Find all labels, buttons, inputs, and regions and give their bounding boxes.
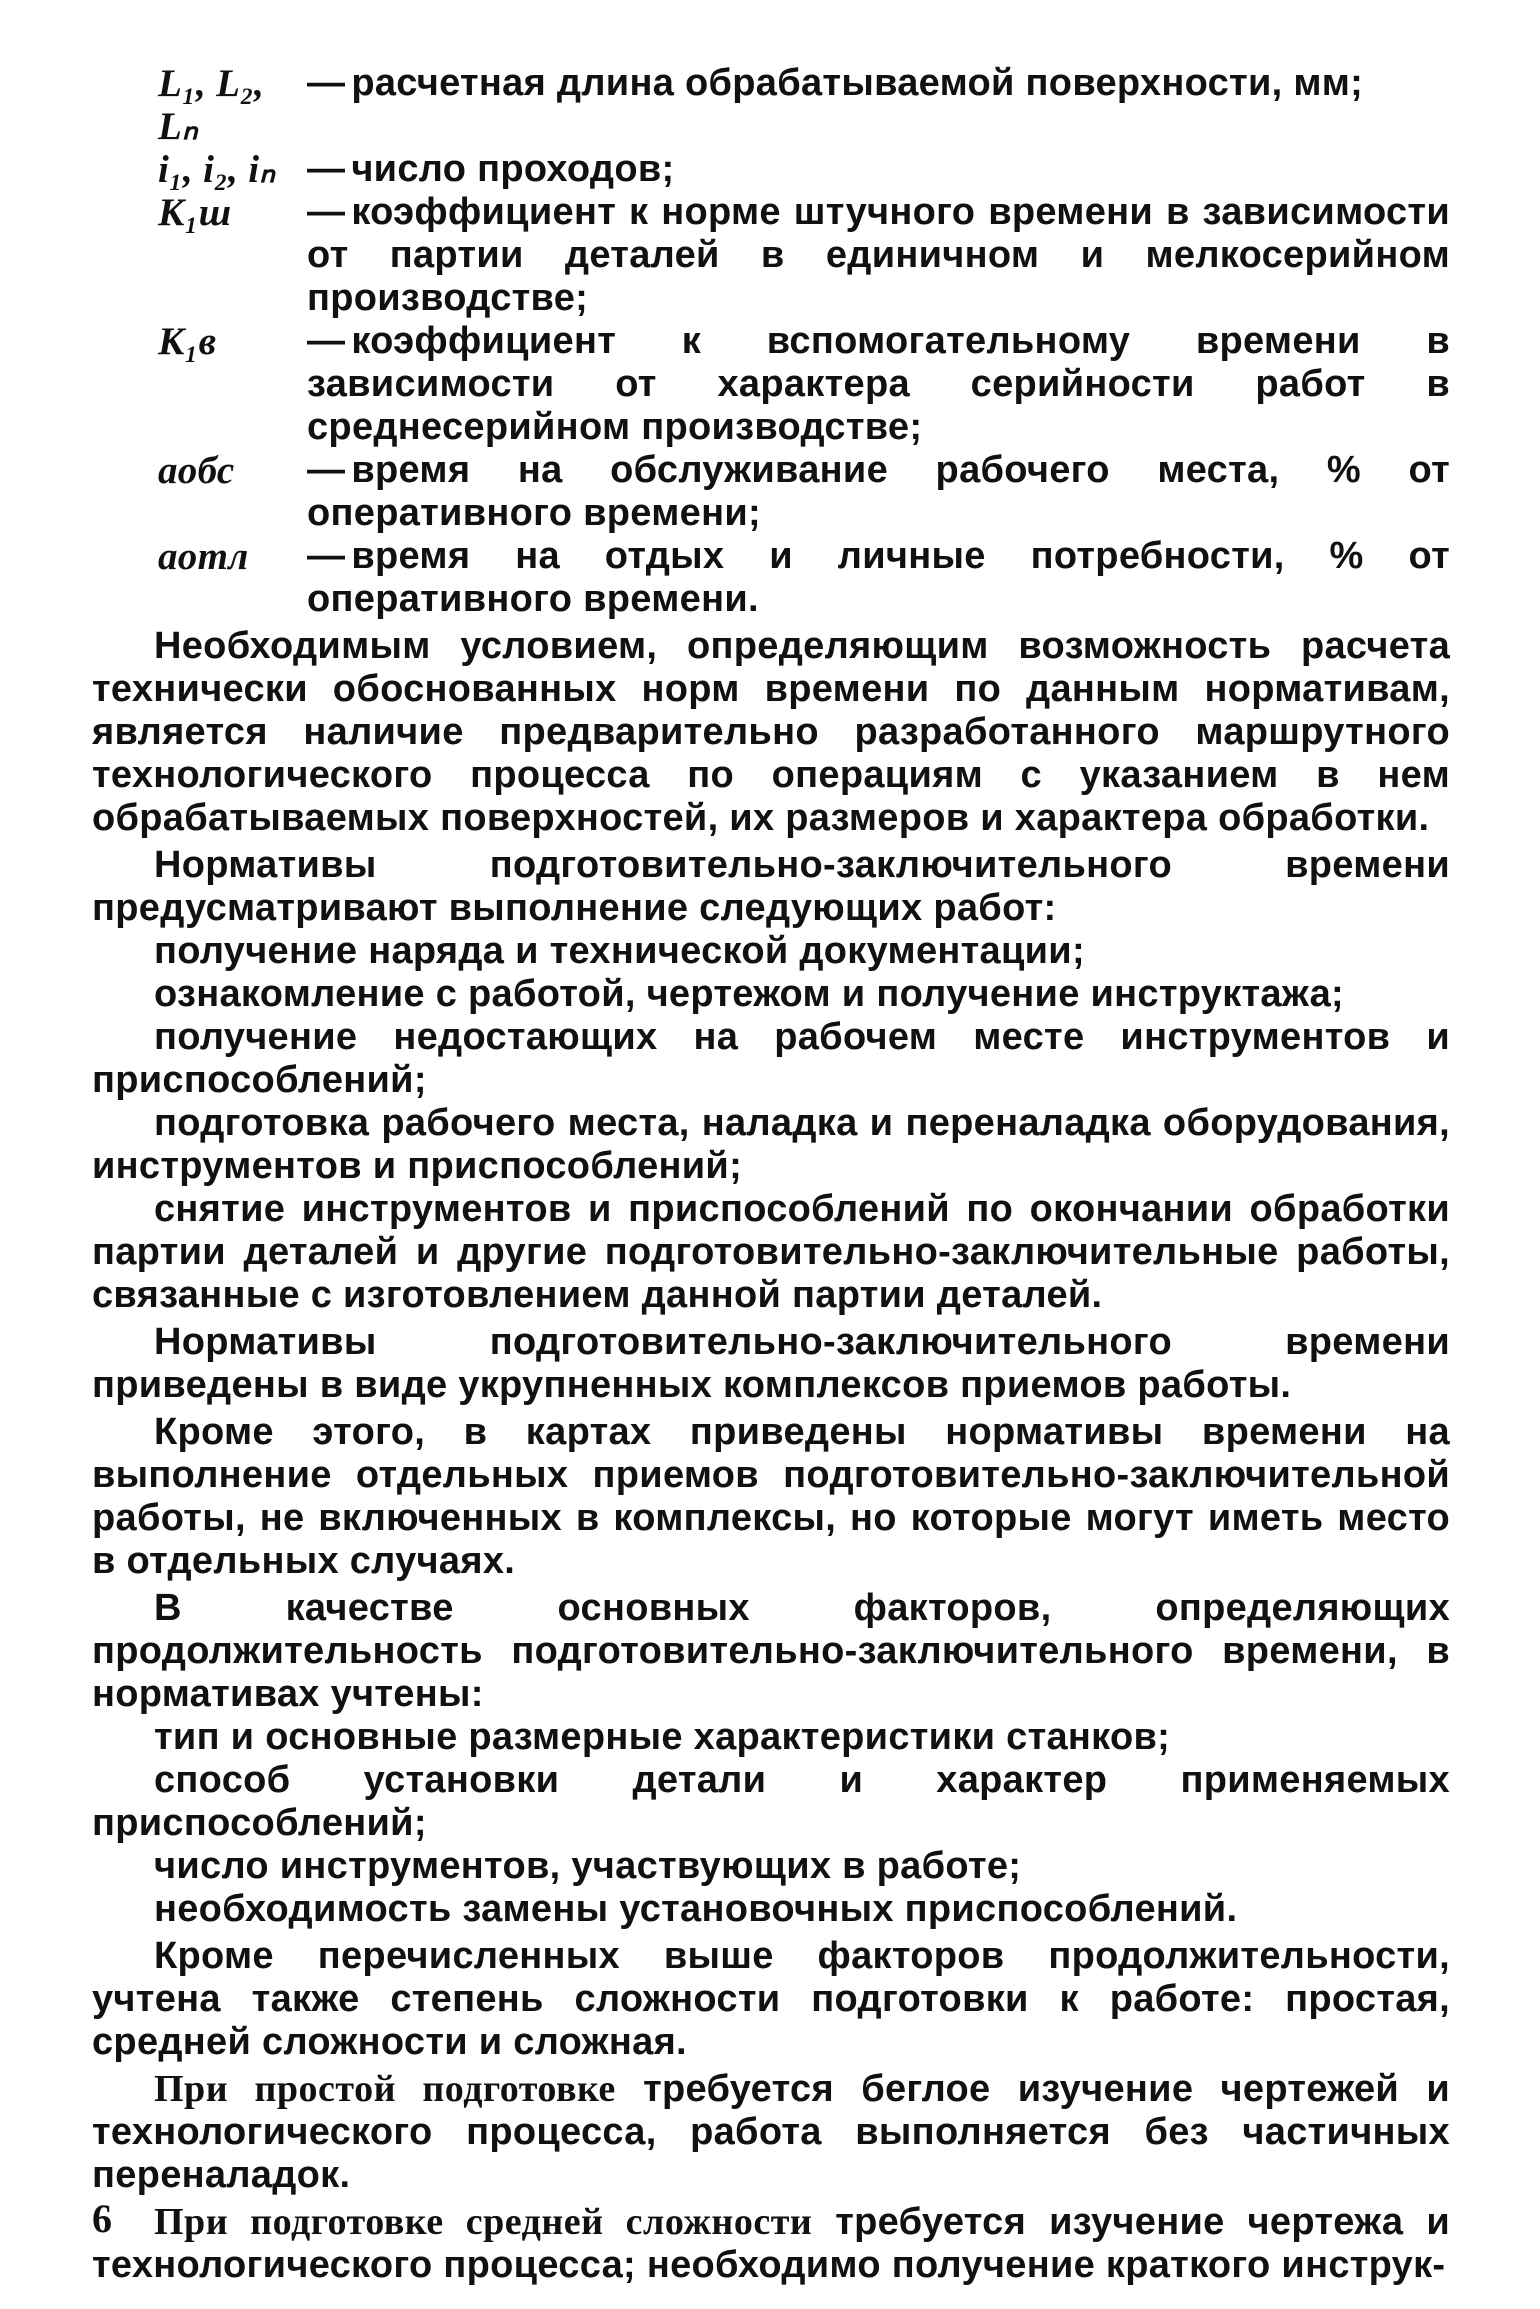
definition-row: К₁ш — коэффициент к норме штучного времени в зависимости от партии деталей в единичном и мелкосерийном производстве; bbox=[92, 191, 1450, 320]
definition-row: aотл — время на отдых и личные потребности, % от оперативного времени. bbox=[92, 535, 1450, 621]
definition-symbol: i₁, i₂, iₙ bbox=[158, 148, 276, 191]
definition-row: К₁в — коэффициент к вспомогательному времени в зависимости от характера серийности работ в среднесерийном производстве; bbox=[92, 320, 1450, 449]
definition-symbol: L₁, L₂, Lₙ bbox=[158, 62, 265, 148]
paragraph-lead: При простой подготовке bbox=[154, 2068, 616, 2110]
paragraph-complexes: Нормативы подготовительно-заключительного времени приведены в виде укрупненных комплексов приемов работы. bbox=[92, 1321, 1450, 1406]
definition-symbol: К₁ш bbox=[158, 191, 232, 234]
paragraph-maps: Кроме этого, в картах приведены нормативы времени на выполнение отдельных приемов подготовительно-заключительной работы, не включенных в комплексы, но которые могут иметь место в отдельных случаях. bbox=[92, 1411, 1450, 1582]
list-item: необходимость замены установочных приспособлений. bbox=[154, 1888, 1238, 1930]
definition-symbol: aотл bbox=[158, 535, 249, 578]
definition-symbol: aобс bbox=[158, 449, 235, 492]
definition-text: коэффициент к вспомогательному времени в зависимости от характера серийности работ в среднесерийном производстве; bbox=[307, 320, 1450, 448]
paragraph-conditions: Необходимым условием, определяющим возможность расчета технически обоснованных норм времени по данным нормативам, является наличие предварительно разработанного маршрутного технологического процесса по операциям с указанием в нем обрабатываемых поверхностей, их размеров и характера обработки. bbox=[92, 625, 1450, 839]
list-item: получение недостающих на рабочем месте инструментов и приспособлений; bbox=[92, 1016, 1450, 1101]
list-item: тип и основные размерные характеристики станков; bbox=[154, 1716, 1171, 1758]
definition-text: расчетная длина обрабатываемой поверхности, мм; bbox=[351, 62, 1364, 104]
list-item: подготовка рабочего места, наладка и переналадка оборудования, инструментов и приспособлений; bbox=[92, 1102, 1450, 1187]
definition-symbol: К₁в bbox=[158, 320, 217, 363]
list-item: снятие инструментов и приспособлений по окончании обработки партии деталей и другие подготовительно-заключительные работы, связанные с изготовлением данной партии деталей. bbox=[92, 1188, 1450, 1316]
paragraph-medium-prep bbox=[92, 2201, 1450, 2287]
paragraph-body: требуется изучение чертежа и технологического процесса; необходимо получение краткого инструк- bbox=[92, 2201, 1450, 2286]
definition-text: коэффициент к норме штучного времени в зависимости от партии деталей в единичном и мелкосерийном производстве; bbox=[307, 191, 1450, 319]
list-item: число инструментов, участвующих в работе; bbox=[154, 1845, 1022, 1887]
paragraph-complexity: Кроме перечисленных выше факторов продолжительности, учтена также степень сложности подготовки к работе: простая, средней сложности и сложная. bbox=[92, 1935, 1450, 2063]
definitions-list bbox=[92, 62, 1450, 621]
paragraph-simple-prep bbox=[92, 2068, 1450, 2197]
paragraph-lead: При подготовке средней сложности bbox=[154, 2201, 813, 2243]
list-item: ознакомление с работой, чертежом и получение инструктажа; bbox=[154, 973, 1344, 1015]
definition-text: время на обслуживание рабочего места, % от оперативного времени; bbox=[307, 449, 1450, 534]
list-item: способ установки детали и характер применяемых приспособлений; bbox=[92, 1759, 1450, 1844]
paragraph-body: требуется беглое изучение чертежей и технологического процесса, работа выполняется без частичных переналадок. bbox=[92, 2068, 1450, 2196]
list-item: получение наряда и технической документации; bbox=[154, 930, 1085, 972]
paragraph-standards-intro: Нормативы подготовительно-заключительного времени предусматривают выполнение следующих работ: bbox=[92, 844, 1450, 929]
definition-row: L₁, L₂, Lₙ — расчетная длина обрабатываемой поверхности, мм; bbox=[92, 62, 1450, 148]
definition-text: время на отдых и личные потребности, % от оперативного времени. bbox=[307, 535, 1450, 620]
page-number: 6 bbox=[92, 2196, 112, 2241]
paragraph-factors-intro: В качестве основных факторов, определяющих продолжительность подготовительно-заключительного времени, в нормативах учтены: bbox=[92, 1587, 1450, 1715]
definition-row: i₁, i₂, iₙ — число проходов; bbox=[92, 148, 1450, 191]
definition-row: aобс — время на обслуживание рабочего места, % от оперативного времени; bbox=[92, 449, 1450, 535]
document-page bbox=[92, 62, 1450, 2287]
definition-text: число проходов; bbox=[351, 148, 675, 190]
